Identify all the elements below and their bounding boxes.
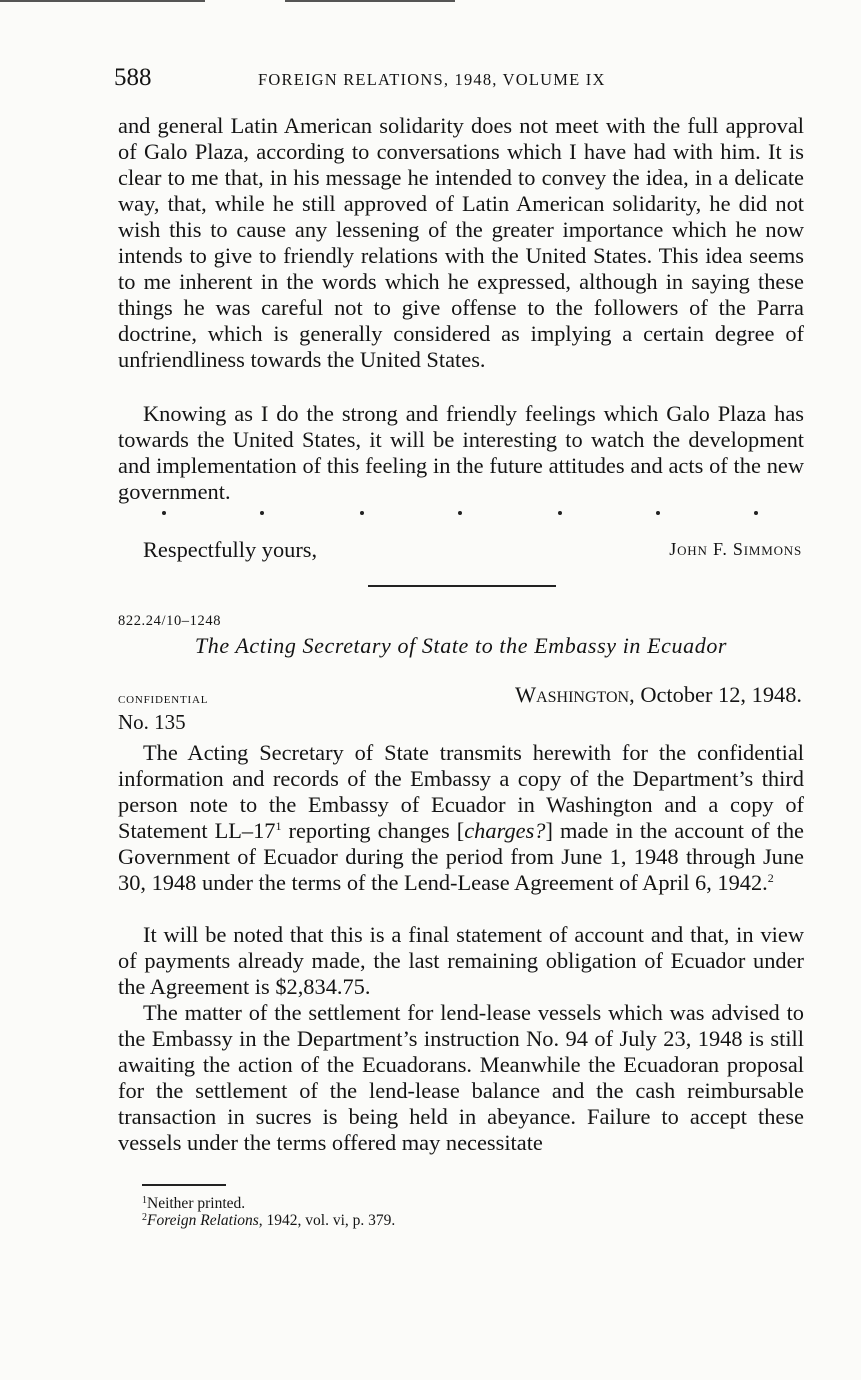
footnote-2-text: , 1942, vol. vi, p. 379. <box>258 1212 396 1229</box>
dateline-date: , October 12, 1948. <box>629 682 802 707</box>
letter-closing <box>118 537 804 565</box>
instruction-paragraph-3 <box>118 1000 804 1156</box>
classification-label: confidential <box>118 691 209 707</box>
page-number: 588 <box>114 64 152 91</box>
instruction-paragraph-1 <box>118 740 804 896</box>
salutation: Respectfully yours, <box>143 537 318 562</box>
dateline <box>515 682 802 708</box>
signature: John F. Simmons <box>669 539 802 559</box>
letter-paragraph-2-text: Knowing as I do the strong and friendly feelings which Galo Plaza has towards the United States, it will be interesting to watch the development and implementation of this feeling in the future attitudes and acts of the new government. <box>118 401 804 504</box>
top-edge-rule-right <box>285 0 455 2</box>
footnotes <box>142 1195 804 1229</box>
editorial-insertion: charges? <box>464 818 546 843</box>
omission-ellipsis <box>162 511 762 525</box>
dateline-city: Washington <box>514 682 630 707</box>
instruction-paragraph-2-text: It will be noted that this is a final statement of account and that, in view of payments already made, the last remaining obligation of Ecuador under the Agreement is $2,834.75. <box>118 922 804 999</box>
footnote-1 <box>142 1195 804 1212</box>
ellipsis-dot <box>458 511 462 515</box>
ellipsis-dot <box>754 511 758 515</box>
running-head: FOREIGN RELATIONS, 1948, VOLUME IX <box>258 70 606 89</box>
letter-paragraph-1 <box>118 113 804 373</box>
document-title: The Acting Secretary of State to the Embassy in Ecuador <box>194 633 728 658</box>
ellipsis-dot <box>656 511 660 515</box>
document-number: No. 135 <box>118 710 186 734</box>
instruction-paragraph-1-part-a: The Acting Secretary of State transmits herewith for the confidential information and records of the Embassy a copy of the Department’s third person note to the Embassy of Ecuador in Washington and a copy of Statement LL–17 <box>118 740 804 843</box>
ellipsis-dot <box>360 511 364 515</box>
ellipsis-dot <box>558 511 562 515</box>
page-header <box>114 64 804 96</box>
instruction-paragraph-1-text <box>118 740 804 896</box>
footnote-2 <box>142 1212 804 1229</box>
instruction-paragraph-3-text: The matter of the settlement for lend-lease vessels which was advised to the Embassy in the Department’s instruction No. 94 of July 23, 1948 is still awaiting the action of the Ecuadorans. Meanwhile the Ecuadoran proposal for the settlement of the lend-lease balance and the cash reimbursable transaction in sucres is being held in abeyance. Failure to accept these vessels under the terms offered may necessitate <box>118 1000 804 1155</box>
footnote-1-mark: 1 <box>142 1195 147 1206</box>
footnote-ref-1: 1 <box>275 819 282 833</box>
footnote-rule <box>142 1184 226 1186</box>
footnote-2-italic: Foreign Relations <box>147 1212 259 1229</box>
file-number: 822.24/10–1248 <box>118 613 222 629</box>
footnote-ref-2: 2 <box>767 871 774 885</box>
letter-paragraph-1-text: and general Latin American solidarity does not meet with the full approval of Galo Plaza, according to conversations which I have had with him. It is clear to me that, in his message he intended to convey the idea, in a delicate way, that, while he still approved of Latin American solidarity, he did not wish this to cause any lessening of the greater importance which he now intends to give to friendly relations with the United States. This idea seems to me inherent in the words which he expressed, although in saying these things he was careful not to give offense to the followers of the Parra doctrine, which is generally considered as implying a certain degree of unfriendliness towards the United States. <box>118 113 804 372</box>
instruction-paragraph-1-part-b: reporting changes [ <box>281 818 465 843</box>
letter-paragraph-2 <box>118 401 804 505</box>
instruction-paragraph-1-part-c: ] made in the account of the Government of Ecuador during the period from June 1, 1948 through June 30, 1948 under the terms of the Lend-Lease Agreement of April 6, 1942. <box>118 818 804 895</box>
section-divider <box>368 585 556 587</box>
instruction-paragraph-2 <box>118 922 804 1000</box>
ellipsis-dot <box>162 511 166 515</box>
footnote-1-text: Neither printed. <box>147 1195 246 1212</box>
ellipsis-dot <box>260 511 264 515</box>
top-edge-rule-left <box>0 0 205 2</box>
footnote-2-mark: 2 <box>142 1212 147 1223</box>
